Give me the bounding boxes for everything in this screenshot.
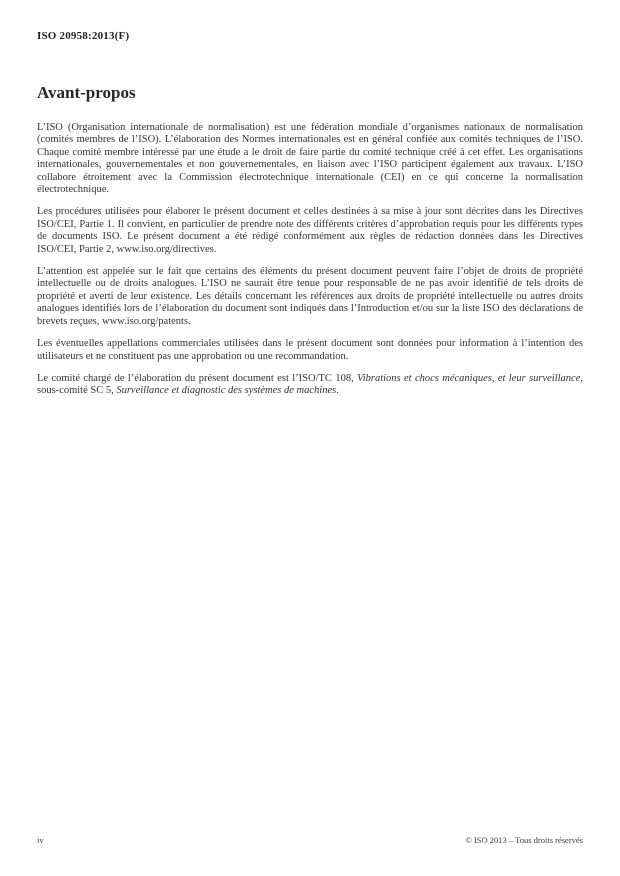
- paragraph-committee: [37, 373, 583, 398]
- committee-text-intro: Le comité chargé de l’élaboration du présent document est l’ISO/TC 108,: [37, 372, 358, 384]
- page-footer: [37, 835, 583, 845]
- paragraph-procedures: Les procédures utilisées pour élaborer le présent document et celles destinées à sa mise à jour sont décrites dans les Directives ISO/CEI, Partie 1. Il convient, en particulier de prendre note des différents critères d’approbation requis pour les différents types de documents ISO. Le présent document a été rédigé conformément aux règles de rédaction données dans les Directives ISO/CEI, Partie 2, www.iso.org/directives.: [37, 206, 583, 255]
- page-number: iv: [37, 835, 44, 845]
- committee-text-middle: , sous-comité SC 5,: [37, 372, 584, 397]
- paragraph-patent-notice: L’attention est appelée sur le fait que certains des éléments du présent document peuvent faire l’objet de droits de propriété intellectuelle ou de droits analogues. L’ISO ne saurait être tenue pour responsable de ne pas avoir identifié de tels droits de propriété et averti de leur existence. Les détails concernant les références aux droits de propriété intellectuelle ou autres droits analogues identifiés lors de l’élaboration du document sont indiqués dans l’Introduction et/ou sur la liste ISO des déclarations de brevets reçues, www.iso.org/patents.: [37, 266, 583, 327]
- document-reference: ISO 20958:2013(F): [37, 30, 130, 42]
- paragraph-trade-names: Les éventuelles appellations commerciales utilisées dans le présent document sont données pour information à l’intention des utilisateurs et ne constituent pas une approbation ou une recommandation.: [37, 338, 583, 362]
- subcommittee-title-italic: Surveillance et diagnostic des systèmes de machines: [116, 385, 337, 397]
- committee-title-italic: Vibrations et chocs mécaniques, et leur surveillance: [357, 372, 581, 384]
- page-title: Avant-propos: [37, 83, 136, 102]
- copyright-notice: © ISO 2013 – Tous droits réservés: [465, 835, 583, 845]
- foreword-body: [37, 122, 583, 398]
- committee-text-end: .: [336, 385, 339, 397]
- paragraph-iso-federation: L’ISO (Organisation internationale de normalisation) est une fédération mondiale d’organismes nationaux de normalisation (comités membres de l’ISO). L’élaboration des Normes internationales est en général confiée aux comités techniques de l’ISO. Chaque comité membre intéressé par une étude a le droit de faire partie du comité technique créé à cet effet. Les organisations internationales, gouvernementales et non gouvernementales, en liaison avec l’ISO participent également aux travaux. L’ISO collabore étroitement avec la Commission électrotechnique internationale (CEI) en ce qui concerne la normalisation électrotechnique.: [37, 122, 583, 196]
